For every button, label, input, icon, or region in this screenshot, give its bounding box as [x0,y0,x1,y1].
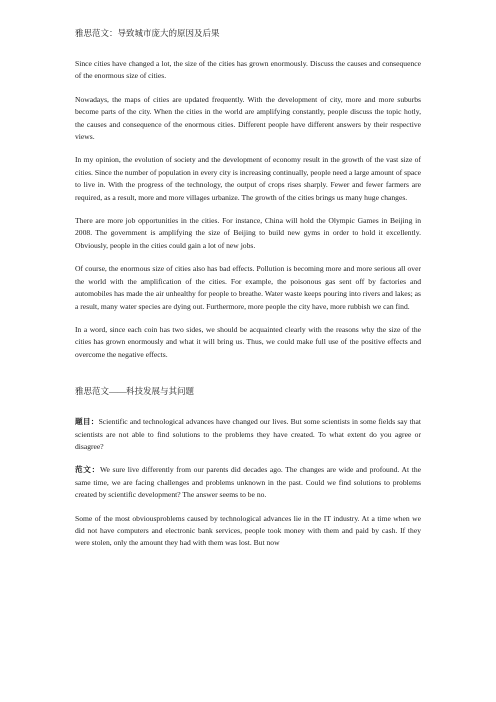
topic-label: 题目： [75,417,99,427]
essay1-paragraph-5: Of course, the enormous size of cities also has bad effects. Pollution is becoming more and more serious all over the world with the amplification of the cities. For example, the poisonous gas sent off by factories and automobiles has made the air unhealthy for people to breathe. Water waste keeps pouring into rivers and lakes; as a result, many water species are dying out. Furthermore, more people the city have, more rubbish we can find. [75,264,421,311]
essay1-paragraph-3: In my opinion, the evolution of society and the development of economy result in the growth of the vast size of cities. Since the number of population in every city is increasing continually, people need a large amount of space to live in. With the progress of the technology, the output of crops rises sharply. Fewer and fewer farmers are required, as a result, more and more villages urbanize. The growth of the cities brings us many huge changes. [75,155,421,202]
document-page [75,26,421,561]
section-gap [75,372,421,384]
essay2-title: 雅思范文——科技发展与其问题 [75,386,195,397]
essay2-sample-intro [75,464,421,501]
essay1-title: 雅思范文：导致城市庞大的原因及后果 [75,28,220,38]
essay2-topic [75,416,421,453]
essay1-paragraph-6: In a word, since each coin has two sides, we should be acquainted clearly with the reasons why the size of the cities has grown enormously and what it will bring us. Thus, we could make full use of the positive effects and overcome the negative effects. [75,324,421,359]
topic-text: Scientific and technological advances have changed our lives. But some scientists in some fields say that scientists are not able to find solutions to the problems they have created. To what extent do you agree or disagree? [75,417,421,451]
essay2-paragraph-3: Some of the most obviousproblems caused by technological advances lie in the IT industry. At a time when we did not have computers and electronic bank services, people took money with them and paid by cash. If they were stolen, only the amount they had with them was lost. But now [75,513,421,548]
essay1-paragraph-4: There are more job opportunities in the cities. For instance, China will hold the Olympic Games in Beijing in 2008. The government is amplifying the size of Beijing to build new gyms in order to hold it excellently. Obviously, people in the cities could gain a lot of new jobs. [75,216,421,250]
essay1-paragraph-1: Since cities have changed a lot, the size of the cities has grown enormously. Discuss the causes and consequence of the enormous size of cities. [75,59,421,81]
sample-label: 范文： [75,465,100,475]
essay1-paragraph-2: Nowadays, the maps of cities are updated frequently. With the development of city, more and more suburbs become parts of the city. When the cities in the world are amplifying constantly, people discuss the topic hotly, the causes and consequence of the enormous cities. Different people have different answers by their respective views. [75,94,421,142]
sample-text: We sure live differently from our parents did decades ago. The changes are wide and profound. At the same time, we are facing challenges and problems unknown in the past. Could we find solutions to problems created by scientific development? The answer seems to be no. [75,465,421,500]
